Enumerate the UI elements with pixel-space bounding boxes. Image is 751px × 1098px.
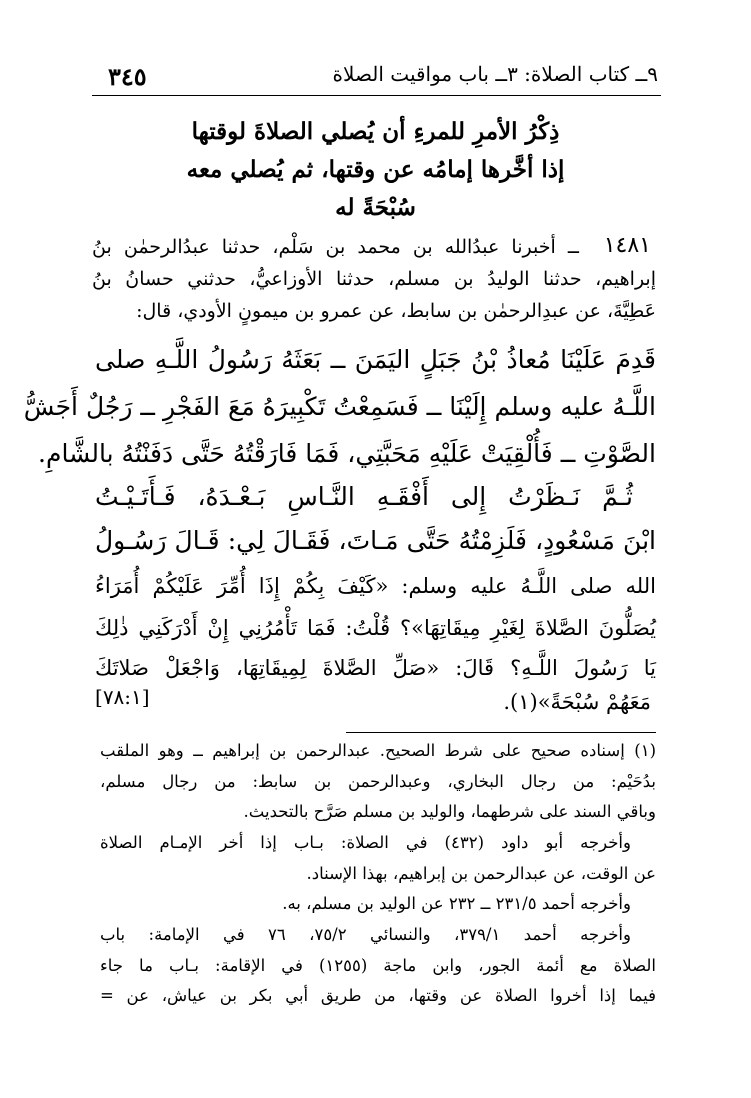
hadith-reference: [٧٨:١] <box>95 685 150 709</box>
header-rule <box>92 95 661 96</box>
footnote-line-1: (١) إسناده صحيح على شرط الصحيح. عبدالرحمن بن إبراهيم ــ وهو الملقب <box>100 741 656 760</box>
isnad-line-3: عَطِيَّةَ، عن عبدِالرحمٰن بن سابط، عن عمرو بن ميمونٍ الأودي، قال: <box>136 300 656 322</box>
footnote-line-3: وباقي السند على شرطهما، والوليد بن مسلم صَرَّح بالتحديث. <box>243 802 656 821</box>
isnad-line-1: ــ أخبرنا عبدُالله بن محمد بن سَلْم، حدثنا عبدُالرحمٰن بنُ <box>92 236 579 258</box>
footnote-line-6: وأخرجه أحمد ٢٣١/٥ ــ ٢٣٢ عن الوليد بن مسلم، به. <box>282 894 631 913</box>
footnote-line-8: الصلاة مع أئمة الجور، وابن ماجة (١٢٥٥) في الإقامة: بـاب ما جاء <box>100 956 656 975</box>
footnote-line-5: عن الوقت، عن عبدالرحمن بن إبراهيم، بهذا الإسناد. <box>306 864 656 883</box>
page-number: ٣٤٥ <box>108 62 147 91</box>
isnad-line-2: إبراهيم، حدثنا الوليدُ بن مسلم، حدثنا الأوزاعيُّ، حدثني حسانُ بنُ <box>92 268 656 290</box>
matn-line-6: الله صلى اللَّـهُ عليه وسلم: «كَيْفَ بِكُمْ إِذَا أُمِّرَ عَلَيْكُمْ أُمَرَاءُ <box>95 574 656 598</box>
footnote-line-7: وأخرجه أحمد ٣٧٩/١، والنسائي ٧٥/٢، ٧٦ في الإمامة: باب <box>100 925 631 944</box>
footnote-line-2: بدُحَيْم: من رجال البخاري، وعبدالرحمن بن سابط: من رجال مسلم، <box>100 772 656 791</box>
matn-line-1: قَدِمَ عَلَيْنَا مُعاذُ بْنُ جَبَلٍ اليَمَنَ ــ بَعَثَهُ رَسُولُ اللَّـهِ صلى <box>95 345 656 374</box>
chapter-title-line-3: سُبْحَةً له <box>335 194 416 221</box>
matn-line-3: الصَّوْتِ ــ فَأُلْقِيَتْ عَلَيْهِ مَحَبَّتِي، فَمَا فَارَقْتُهُ حَتَّى دَفَنْتُهُ بالشَّامِ. <box>38 439 656 468</box>
matn-line-9: مَعَهُمْ سُبْحَةً»(١). <box>503 690 651 714</box>
matn-line-2: اللَّـهُ عليه وسلم إِلَيْنَا ــ فَسَمِعْتُ تَكْبِيرَهُ مَعَ الفَجْرِ ــ رَجُلٌ أَجَشُّ <box>23 392 656 421</box>
hadith-number: ١٤٨١ <box>603 233 651 258</box>
matn-line-4: ثُـمَّ نَـظَرْتُ إِلى أَفْقَـهِ النَّـاسِ بَـعْـدَهُ، فَـأَتَـيْـتُ <box>95 482 633 511</box>
matn-line-7: يُصَلُّونَ الصَّلاةَ لِغَيْرِ مِيقَاتِهَا»؟ قُلْتُ: فَمَا تَأْمُرُنِي إِنْ أَدْرَكَنِي ذٰلِكَ <box>95 616 656 640</box>
footnote-line-9: فيما إذا أخروا الصلاة عن وقتها، من طريق أبي بكر بن عياش، عن = <box>100 986 656 1005</box>
chapter-title-line-1: ذِكْرُ الأمرِ للمرءِ أن يُصلي الصلاةَ لوقتها <box>191 118 560 145</box>
running-title: ٩ــ كتاب الصلاة: ٣ــ باب مواقيت الصلاة <box>332 62 658 86</box>
chapter-title-line-2: إذا أخَّرها إمامُه عن وقتها، ثم يُصلي معه <box>186 156 565 183</box>
matn-line-5: ابْنَ مَسْعُودٍ، فَلَزِمْتُهُ حَتَّى مَـاتَ، فَقَـالَ لِي: قَـالَ رَسُـولُ <box>95 526 656 555</box>
matn-line-8: يَا رَسُولَ اللَّـهِ؟ قَالَ: «صَلِّ الصَّلاةَ لِمِيقَاتِهَا، وَاجْعَلْ صَلاتَكَ <box>95 656 656 680</box>
footnote-line-4: وأخرجه أبو داود (٤٣٢) في الصلاة: بـاب إذا أخر الإمـام الصلاة <box>100 833 631 852</box>
footnote-rule <box>346 732 656 733</box>
